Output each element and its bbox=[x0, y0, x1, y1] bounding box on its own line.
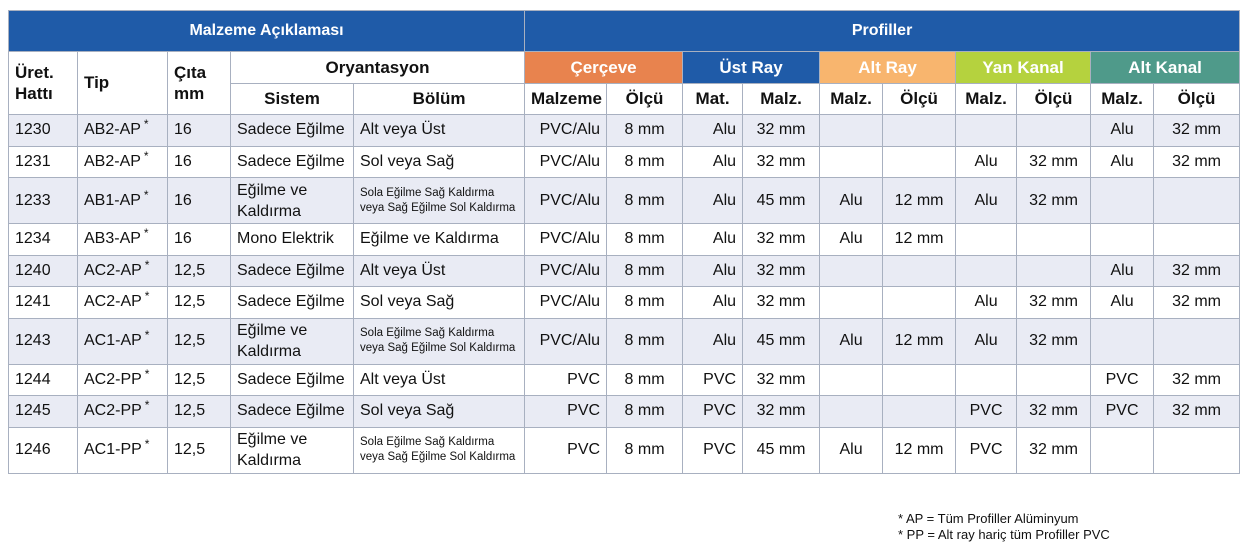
tip-header: Tip bbox=[78, 52, 168, 115]
alt-ray-malz-cell bbox=[820, 255, 883, 287]
sistem-header: Sistem bbox=[231, 84, 354, 115]
alt-kanal-olcu-cell: 32 mm bbox=[1154, 255, 1240, 287]
cerceve-malzeme-cell: PVC bbox=[525, 396, 607, 428]
tip-label: AC2-PP bbox=[84, 402, 142, 420]
cerceve-olcu-cell: 8 mm bbox=[607, 396, 683, 428]
table-row bbox=[9, 396, 1240, 428]
alt-ray-olcu-cell bbox=[883, 146, 956, 178]
alt-ray-olcu-cell bbox=[883, 364, 956, 396]
cerceve-malzeme-cell: PVC bbox=[525, 427, 607, 473]
cita-cell: 12,5 bbox=[168, 396, 231, 428]
asterisk-mark: * bbox=[144, 437, 150, 451]
profile-spec-table bbox=[8, 10, 1240, 474]
ust-ray-mat-cell: Alu bbox=[683, 255, 743, 287]
bolum-cell: Sola Eğilme Sağ Kaldırma veya Sağ Eğilme Sol Kaldırma bbox=[354, 427, 525, 473]
footnote-ap: * AP = Tüm Profiller Alüminyum bbox=[898, 511, 1079, 526]
cerceve-malzeme-cell: PVC/Alu bbox=[525, 318, 607, 364]
cita-cell: 16 bbox=[168, 115, 231, 147]
sistem-cell: Sadece Eğilme bbox=[231, 255, 354, 287]
tip-cell bbox=[78, 396, 168, 428]
bolum-cell: Sol veya Sağ bbox=[354, 287, 525, 319]
alt-ray-olcu-cell bbox=[883, 287, 956, 319]
alt-kanal-malz-cell: Alu bbox=[1091, 255, 1154, 287]
cerceve-olcu-cell: 8 mm bbox=[607, 178, 683, 224]
cerceve-malzeme-cell: PVC/Alu bbox=[525, 178, 607, 224]
uretim-hatti-cell: 1234 bbox=[9, 224, 78, 256]
footnote-pp: * PP = Alt ray hariç tüm Profiller PVC bbox=[898, 527, 1110, 542]
alt-ray-malz-cell bbox=[820, 146, 883, 178]
alt-ray-malz-cell: Alu bbox=[820, 178, 883, 224]
uretim-hatti-cell: 1241 bbox=[9, 287, 78, 319]
alt-kanal-olcu-cell bbox=[1154, 318, 1240, 364]
tip-label: AB1-AP bbox=[84, 191, 141, 209]
asterisk-mark: * bbox=[143, 148, 149, 163]
yan-kanal-malz-cell: Alu bbox=[956, 287, 1017, 319]
ust-ray-malz-cell: 45 mm bbox=[743, 178, 820, 224]
ust-ray-malz-cell: 32 mm bbox=[743, 255, 820, 287]
tip-label: AC2-AP bbox=[84, 261, 142, 279]
asterisk-mark: * bbox=[144, 366, 150, 381]
ust-ray-mat-cell: Alu bbox=[683, 146, 743, 178]
asterisk-mark: * bbox=[144, 257, 150, 272]
yan-kanal-olcu-cell: 32 mm bbox=[1017, 427, 1091, 473]
yan-kanal-malz-cell bbox=[956, 115, 1017, 147]
bolum-header: Bölüm bbox=[354, 84, 525, 115]
asterisk-mark: * bbox=[143, 226, 149, 241]
ust-ray-malz-cell: 45 mm bbox=[743, 427, 820, 473]
alt-ray-malz-cell bbox=[820, 287, 883, 319]
cerceve-olcu-cell: 8 mm bbox=[607, 224, 683, 256]
uretim-hatti-cell: 1244 bbox=[9, 364, 78, 396]
alt-ray-malz-cell bbox=[820, 115, 883, 147]
alt-ray-malz-subheader: Malz. bbox=[820, 84, 883, 115]
yan-kanal-olcu-cell: 32 mm bbox=[1017, 318, 1091, 364]
yan-kanal-olcu-cell bbox=[1017, 115, 1091, 147]
yan-kanal-olcu-cell bbox=[1017, 255, 1091, 287]
alt-ray-malz-cell: Alu bbox=[820, 318, 883, 364]
sistem-cell: Eğilme ve Kaldırma bbox=[231, 427, 354, 473]
alt-kanal-olcu-cell: 32 mm bbox=[1154, 396, 1240, 428]
alt-ray-olcu-cell: 12 mm bbox=[883, 427, 956, 473]
asterisk-mark: * bbox=[144, 328, 150, 342]
yan-kanal-malz-cell bbox=[956, 255, 1017, 287]
ust-ray-malz-cell: 45 mm bbox=[743, 318, 820, 364]
alt-kanal-malz-cell bbox=[1091, 224, 1154, 256]
bolum-cell: Alt veya Üst bbox=[354, 364, 525, 396]
alt-ray-olcu-cell bbox=[883, 255, 956, 287]
cerceve-malzeme-subheader: Malzeme bbox=[525, 84, 607, 115]
cita-cell: 16 bbox=[168, 224, 231, 256]
alt-kanal-olcu-cell bbox=[1154, 178, 1240, 224]
alt-kanal-malz-cell bbox=[1091, 427, 1154, 473]
tip-cell bbox=[78, 146, 168, 178]
sistem-cell: Sadece Eğilme bbox=[231, 287, 354, 319]
ust-ray-malz-cell: 32 mm bbox=[743, 146, 820, 178]
bolum-cell: Alt veya Üst bbox=[354, 255, 525, 287]
ust-ray-mat-cell: PVC bbox=[683, 396, 743, 428]
uretim-hatti-cell: 1245 bbox=[9, 396, 78, 428]
table-row bbox=[9, 224, 1240, 256]
yan-kanal-olcu-cell: 32 mm bbox=[1017, 287, 1091, 319]
alt-kanal-olcu-cell: 32 mm bbox=[1154, 364, 1240, 396]
alt-kanal-olcu-cell: 32 mm bbox=[1154, 146, 1240, 178]
sistem-cell: Sadece Eğilme bbox=[231, 146, 354, 178]
table-row bbox=[9, 115, 1240, 147]
ust-ray-malz-cell: 32 mm bbox=[743, 364, 820, 396]
tip-label: AC1-AP bbox=[84, 332, 142, 349]
cerceve-olcu-cell: 8 mm bbox=[607, 146, 683, 178]
alt-ray-olcu-cell: 12 mm bbox=[883, 224, 956, 256]
cita-cell: 12,5 bbox=[168, 255, 231, 287]
alt-kanal-malz-cell bbox=[1091, 178, 1154, 224]
sistem-cell: Eğilme ve Kaldırma bbox=[231, 318, 354, 364]
alt-ray-olcu-cell bbox=[883, 115, 956, 147]
alt-ray-olcu-cell bbox=[883, 396, 956, 428]
ust-ray-mat-subheader: Mat. bbox=[683, 84, 743, 115]
ust-ray-mat-cell: PVC bbox=[683, 364, 743, 396]
cerceve-malzeme-cell: PVC/Alu bbox=[525, 224, 607, 256]
alt-ray-olcu-cell: 12 mm bbox=[883, 178, 956, 224]
yan-kanal-olcu-subheader: Ölçü bbox=[1017, 84, 1091, 115]
cita-cell: 16 bbox=[168, 178, 231, 224]
alt-kanal-olcu-cell: 32 mm bbox=[1154, 115, 1240, 147]
sistem-cell: Sadece Eğilme bbox=[231, 396, 354, 428]
profiller-header: Profiller bbox=[525, 11, 1240, 52]
tip-cell bbox=[78, 255, 168, 287]
alt-ray-malz-cell: Alu bbox=[820, 427, 883, 473]
bolum-cell: Sola Eğilme Sağ Kaldırma veya Sağ Eğilme Sol Kaldırma bbox=[354, 318, 525, 364]
alt-ray-olcu-cell: 12 mm bbox=[883, 318, 956, 364]
cerceve-olcu-cell: 8 mm bbox=[607, 255, 683, 287]
table-row bbox=[9, 146, 1240, 178]
cerceve-olcu-cell: 8 mm bbox=[607, 287, 683, 319]
alt-kanal-malz-cell: PVC bbox=[1091, 396, 1154, 428]
uretim-hatti-cell: 1231 bbox=[9, 146, 78, 178]
cerceve-group-header: Çerçeve bbox=[525, 52, 683, 84]
alt-kanal-olcu-cell: 32 mm bbox=[1154, 287, 1240, 319]
alt-kanal-olcu-cell bbox=[1154, 427, 1240, 473]
bolum-cell: Eğilme ve Kaldırma bbox=[354, 224, 525, 256]
alt-ray-malz-cell bbox=[820, 396, 883, 428]
uretim-hatti-cell: 1243 bbox=[9, 318, 78, 364]
yan-kanal-malz-cell bbox=[956, 364, 1017, 396]
footnotes bbox=[898, 511, 1110, 543]
cerceve-olcu-cell: 8 mm bbox=[607, 364, 683, 396]
yan-kanal-malz-cell: Alu bbox=[956, 318, 1017, 364]
yan-kanal-malz-cell bbox=[956, 224, 1017, 256]
tip-label: AB2-AP bbox=[84, 121, 141, 139]
yan-kanal-malz-cell: PVC bbox=[956, 396, 1017, 428]
asterisk-mark: * bbox=[144, 289, 150, 304]
cerceve-olcu-cell: 8 mm bbox=[607, 115, 683, 147]
asterisk-mark: * bbox=[143, 187, 149, 202]
yan-kanal-olcu-cell bbox=[1017, 224, 1091, 256]
cita-cell: 16 bbox=[168, 146, 231, 178]
uret-hatti-header: Üret. Hattı bbox=[9, 52, 78, 115]
sistem-cell: Sadece Eğilme bbox=[231, 364, 354, 396]
tip-label: AC2-PP bbox=[84, 370, 142, 388]
bolum-cell: Sol veya Sağ bbox=[354, 396, 525, 428]
alt-ray-olcu-subheader: Ölçü bbox=[883, 84, 956, 115]
sistem-cell: Sadece Eğilme bbox=[231, 115, 354, 147]
tip-cell bbox=[78, 178, 168, 224]
cita-cell: 12,5 bbox=[168, 287, 231, 319]
bolum-cell: Alt veya Üst bbox=[354, 115, 525, 147]
yan-kanal-olcu-cell: 32 mm bbox=[1017, 178, 1091, 224]
ust-ray-malz-cell: 32 mm bbox=[743, 396, 820, 428]
ust-ray-mat-cell: Alu bbox=[683, 115, 743, 147]
uretim-hatti-cell: 1230 bbox=[9, 115, 78, 147]
alt-kanal-malz-cell: Alu bbox=[1091, 115, 1154, 147]
cita-cell: 12,5 bbox=[168, 318, 231, 364]
alt-ray-malz-cell: Alu bbox=[820, 224, 883, 256]
tip-cell bbox=[78, 427, 168, 473]
ust-ray-malz-cell: 32 mm bbox=[743, 224, 820, 256]
tip-cell bbox=[78, 287, 168, 319]
oryantasyon-header: Oryantasyon bbox=[231, 52, 525, 84]
yan-kanal-malz-cell: Alu bbox=[956, 146, 1017, 178]
tip-cell bbox=[78, 364, 168, 396]
table-row bbox=[9, 178, 1240, 224]
alt-kanal-malz-subheader: Malz. bbox=[1091, 84, 1154, 115]
cerceve-olcu-subheader: Ölçü bbox=[607, 84, 683, 115]
cerceve-malzeme-cell: PVC/Alu bbox=[525, 287, 607, 319]
uretim-hatti-cell: 1246 bbox=[9, 427, 78, 473]
tip-label: AB3-AP bbox=[84, 230, 141, 248]
alt-kanal-olcu-subheader: Ölçü bbox=[1154, 84, 1240, 115]
yan-kanal-malz-cell: PVC bbox=[956, 427, 1017, 473]
cerceve-malzeme-cell: PVC bbox=[525, 364, 607, 396]
ust-ray-malz-cell: 32 mm bbox=[743, 287, 820, 319]
ust-ray-mat-cell: Alu bbox=[683, 224, 743, 256]
malzeme-aciklamasi-header: Malzeme Açıklaması bbox=[9, 11, 525, 52]
ust-ray-malz-subheader: Malz. bbox=[743, 84, 820, 115]
cerceve-olcu-cell: 8 mm bbox=[607, 427, 683, 473]
sistem-cell: Mono Elektrik bbox=[231, 224, 354, 256]
ust-ray-mat-cell: Alu bbox=[683, 318, 743, 364]
yan-kanal-olcu-cell bbox=[1017, 364, 1091, 396]
alt-kanal-malz-cell: Alu bbox=[1091, 287, 1154, 319]
ust-ray-mat-cell: Alu bbox=[683, 287, 743, 319]
table-row bbox=[9, 255, 1240, 287]
yan-kanal-olcu-cell: 32 mm bbox=[1017, 396, 1091, 428]
tip-cell bbox=[78, 115, 168, 147]
table-row bbox=[9, 427, 1240, 473]
alt-kanal-malz-cell bbox=[1091, 318, 1154, 364]
bolum-cell: Sola Eğilme Sağ Kaldırma veya Sağ Eğilme Sol Kaldırma bbox=[354, 178, 525, 224]
table-row bbox=[9, 318, 1240, 364]
ust-ray-group-header: Üst Ray bbox=[683, 52, 820, 84]
cerceve-malzeme-cell: PVC/Alu bbox=[525, 146, 607, 178]
ust-ray-mat-cell: PVC bbox=[683, 427, 743, 473]
tip-cell bbox=[78, 224, 168, 256]
yan-kanal-malz-cell: Alu bbox=[956, 178, 1017, 224]
tip-label: AC2-AP bbox=[84, 293, 142, 311]
cita-cell: 12,5 bbox=[168, 427, 231, 473]
tip-label: AC1-PP bbox=[84, 441, 142, 458]
alt-kanal-olcu-cell bbox=[1154, 224, 1240, 256]
cita-cell: 12,5 bbox=[168, 364, 231, 396]
uretim-hatti-cell: 1233 bbox=[9, 178, 78, 224]
bolum-cell: Sol veya Sağ bbox=[354, 146, 525, 178]
cerceve-malzeme-cell: PVC/Alu bbox=[525, 115, 607, 147]
asterisk-mark: * bbox=[143, 117, 149, 132]
cita-mm-header: Çıta mm bbox=[168, 52, 231, 115]
alt-kanal-malz-cell: Alu bbox=[1091, 146, 1154, 178]
alt-kanal-malz-cell: PVC bbox=[1091, 364, 1154, 396]
ust-ray-malz-cell: 32 mm bbox=[743, 115, 820, 147]
alt-ray-malz-cell bbox=[820, 364, 883, 396]
uretim-hatti-cell: 1240 bbox=[9, 255, 78, 287]
yan-kanal-malz-subheader: Malz. bbox=[956, 84, 1017, 115]
asterisk-mark: * bbox=[144, 398, 150, 413]
alt-ray-group-header: Alt Ray bbox=[820, 52, 956, 84]
ust-ray-mat-cell: Alu bbox=[683, 178, 743, 224]
sistem-cell: Eğilme ve Kaldırma bbox=[231, 178, 354, 224]
table-row bbox=[9, 364, 1240, 396]
alt-kanal-group-header: Alt Kanal bbox=[1091, 52, 1240, 84]
yan-kanal-group-header: Yan Kanal bbox=[956, 52, 1091, 84]
yan-kanal-olcu-cell: 32 mm bbox=[1017, 146, 1091, 178]
table-row bbox=[9, 287, 1240, 319]
cerceve-olcu-cell: 8 mm bbox=[607, 318, 683, 364]
tip-cell bbox=[78, 318, 168, 364]
tip-label: AB2-AP bbox=[84, 152, 141, 170]
cerceve-malzeme-cell: PVC/Alu bbox=[525, 255, 607, 287]
